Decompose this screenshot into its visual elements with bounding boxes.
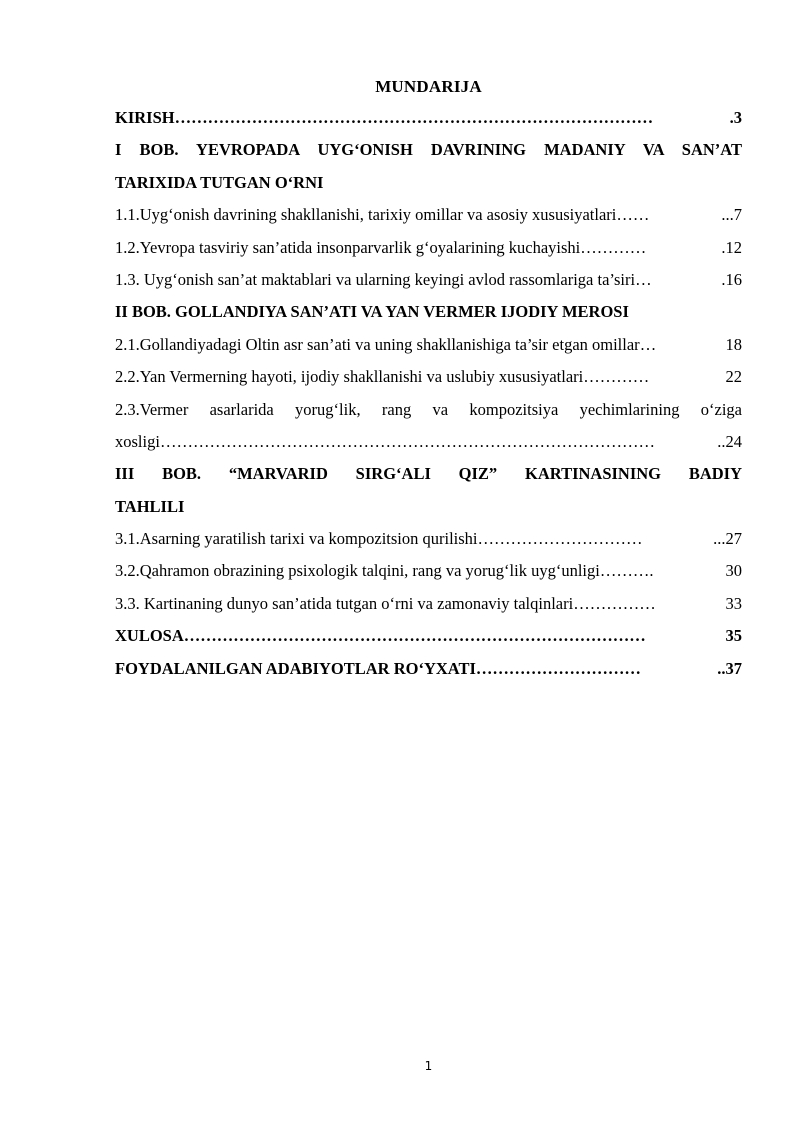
toc-entry-3-1 (115, 527, 742, 551)
toc-leader-dots: ………. (599, 561, 654, 581)
toc-entry-3-3 (115, 592, 742, 616)
toc-page-number: 33 (725, 593, 742, 613)
toc-leader-dots: ……………………………………………………………………………… (159, 431, 655, 451)
toc-entry-label: 2.3.Vermer asarlarida yorug‘lik, rang va kompozitsiya yechimlarining o‘ziga (115, 399, 742, 419)
toc-chapter-3-heading-line1 (115, 462, 742, 486)
toc-leader-dots: ………………………… (475, 658, 641, 678)
toc-leader-dots: ………………………………………………………………………… (183, 626, 646, 646)
toc-entry-label: KIRISH (115, 108, 175, 127)
toc-entry-bibliography (115, 657, 742, 681)
toc-leader-dots: …………… (573, 593, 656, 613)
toc-entry-2-2 (115, 365, 742, 389)
toc-page-number: ..37 (717, 658, 742, 678)
toc-heading-text: TAHLILI (115, 496, 185, 516)
toc-page-number: 18 (725, 334, 742, 354)
toc-chapter-3-heading-line2 (115, 495, 742, 519)
toc-entry-1-3 (115, 268, 742, 292)
toc-leader-dots: … (635, 269, 652, 289)
toc-leader-dots: ………… (580, 237, 647, 257)
toc-leader-dots: ………… (583, 367, 650, 387)
toc-leader-dots: …… (616, 205, 650, 225)
toc-entry-label: XULOSA (115, 626, 184, 646)
toc-entry-label: 3.2.Qahramon obrazining psixologik talqini, rang va yorug‘lik uyg‘unligi (115, 561, 600, 581)
toc-heading-text: I BOB. YEVROPADA UYG‘ONISH DAVRINING MADANIY VA SAN’AT (115, 140, 742, 160)
toc-entry-xulosa (115, 624, 742, 648)
toc-entry-label: 2.1.Gollandiyadagi Oltin asr san’ati va uning shakllanishiga ta’sir etgan omillar (115, 334, 640, 354)
toc-page-number: .12 (721, 237, 742, 257)
table-of-contents (115, 106, 742, 689)
toc-heading-text: III BOB. “MARVARID SIRG‘ALI QIZ” KARTINASINING BADIY (115, 464, 742, 484)
toc-chapter-1-heading-line1 (115, 138, 742, 162)
toc-chapter-1-heading-line2 (115, 171, 742, 195)
toc-entry-label: 3.1.Asarning yaratilish tarixi va kompozitsion qurilishi (115, 529, 478, 549)
toc-entry-2-1 (115, 333, 742, 357)
toc-page-number: ...7 (721, 205, 742, 225)
toc-entry-2-3-line1 (115, 398, 742, 422)
toc-entry-label: 3.3. Kartinaning dunyo san’atida tutgan o‘rni va zamonaviy talqinlari (115, 593, 574, 613)
toc-entry-label: 1.2.Yevropa tasviriy san’atida insonparvarlik g‘oyalarining kuchayishi (115, 237, 581, 257)
toc-chapter-2-heading (115, 300, 742, 324)
toc-entry-label: FOYDALANILGAN ADABIYOTLAR RO‘YXATI (115, 658, 476, 678)
toc-page-number: 30 (725, 561, 742, 581)
toc-page-number: 35 (725, 626, 742, 646)
toc-heading-text: II BOB. GOLLANDIYA SAN’ATI VA YAN VERMER IJODIY MEROSI (115, 302, 629, 322)
toc-entry-label: xosligi (115, 431, 160, 451)
toc-entry-label: 2.2.Yan Vermerning hayoti, ijodiy shakllanishi va uslubiy xususiyatlari (115, 367, 584, 387)
toc-page-number: 22 (725, 367, 742, 387)
toc-entry-label: 1.1.Uyg‘onish davrining shakllanishi, tarixiy omillar va asosiy xususiyatlari (115, 205, 617, 225)
toc-entry-kirish (115, 106, 742, 130)
toc-entry-1-2 (115, 236, 742, 260)
toc-page-number: ..24 (717, 431, 742, 451)
toc-leader-dots: …………………………………………………………………………… (174, 108, 654, 127)
toc-entry-3-2 (115, 559, 742, 583)
toc-page-number: .3 (729, 108, 742, 127)
toc-page-number: ...27 (713, 529, 742, 549)
toc-entry-label: 1.3. Uyg‘onish san’at maktablari va ularning keyingi avlod rassomlariga ta’siri (115, 269, 636, 289)
page-number: 1 (424, 1059, 433, 1073)
toc-entry-1-1 (115, 203, 742, 227)
toc-title: MUNDARIJA (375, 77, 482, 96)
toc-leader-dots: ………………………… (477, 529, 643, 549)
toc-leader-dots: … (639, 334, 657, 354)
toc-heading-text: TARIXIDA TUTGAN O‘RNI (115, 172, 324, 192)
toc-entry-2-3-line2 (115, 430, 742, 454)
toc-page-number: .16 (721, 269, 742, 289)
